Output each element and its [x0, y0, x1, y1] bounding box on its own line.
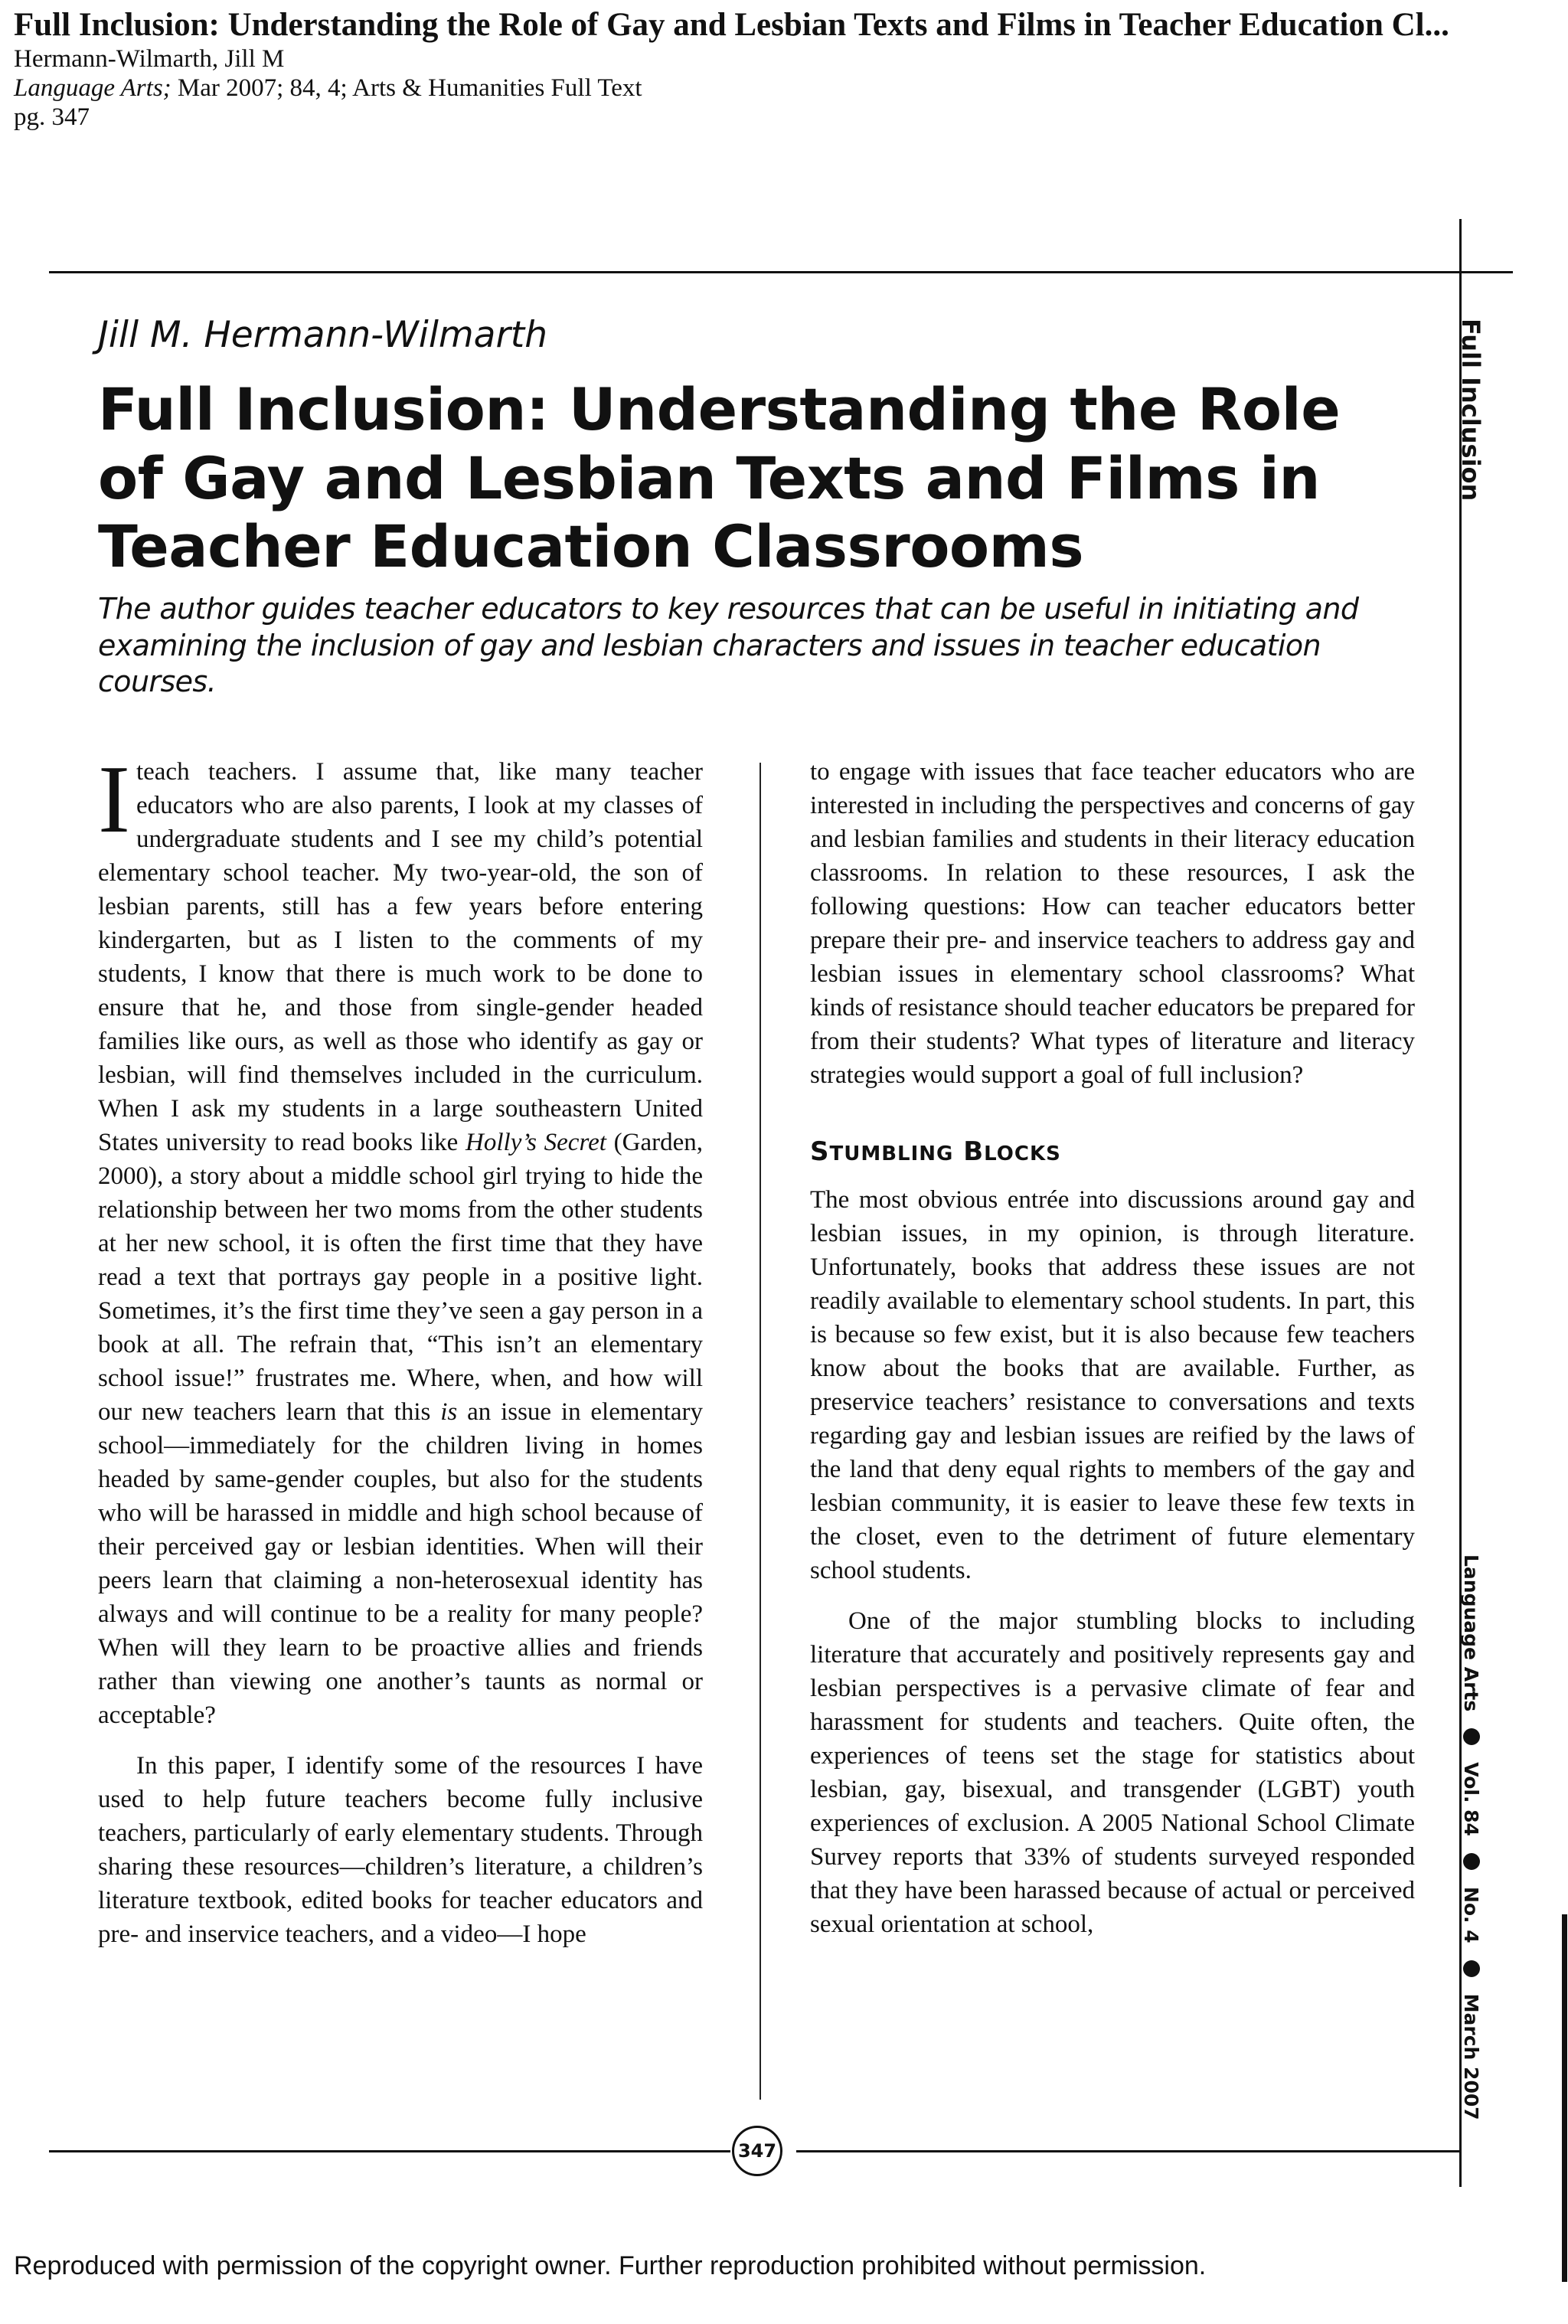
- bottom-rule-right: [796, 2150, 1461, 2152]
- paragraph-3: The most obvious entrée into discussions around gay and lesbian issues, in my opinion, is through literature. Unfortunately, books that address these issues are not readily available to elementary school students. In part, this is because so few exist, but it is also because few teachers know about the books that are available. Further, as preservice teachers’ resistance to conversations and texts regarding gay and lesbian issues are reified by the laws of the land that deny equal rights to members of the gay and lesbian community, it is easier to leave these few texts in the closet, even to the detriment of future elementary school students.: [810, 1186, 1415, 1584]
- citation-details: Mar 2007; 84, 4; Arts & Humanities Full Text: [171, 74, 642, 103]
- citation-title: Full Inclusion: Understanding the Role of Gay and Lesbian Texts and Films in Teacher Education Cl...: [14, 7, 1449, 43]
- drop-cap: I: [98, 747, 130, 853]
- citation-page: pg. 347: [14, 103, 90, 132]
- paragraph-1-text-a: teach teachers. I assume that, like many teacher educators who are also parents, I look at my classes of undergraduate students and I see my child’s potential elementary school teacher. My two-year-old, the son of lesbian parents, still has a few years before entering kindergarten, but as I listen to the comments of my students, I know that there is much work to be done to ensure that he, and those from single-gender headed families like ours, as well as those who identify as gay or lesbian, will find themselves included in the curriculum. When I ask my students in a large southeastern United States university to read books like: [98, 758, 703, 1156]
- bullet-icon: [1463, 1728, 1480, 1745]
- heading-initial: B: [963, 1136, 985, 1167]
- scan-edge: [1562, 1914, 1567, 2282]
- paragraph-1-text-b: (Garden, 2000), a story about a middle school girl trying to hide the relationship between her two moms from the other students at her new school, it is often the first time that they have read a text that portrays gay people in a positive light. Sometimes, it’s the first time they’ve seen a gay person in a book at all. The refrain that, “This isn’t an elementary school issue!” frustrates me. Where, when, and how will our new teachers learn that this: [98, 1129, 704, 1426]
- journal-name: Language Arts: [1460, 1554, 1482, 1712]
- paragraph-2: In this paper, I identify some of the resources I have used to help future teachers become fully inclusive teachers, particularly of early elementary students. Through sharing these resources—children’s literature, a children’s literature textbook, edited books for teacher educators and pre- and inservice teachers, and a video—I hope: [98, 1752, 703, 1948]
- paragraph-1: [98, 747, 704, 1732]
- issue: No. 4: [1460, 1886, 1482, 1943]
- heading-initial: S: [810, 1136, 830, 1167]
- citation-journal: Language Arts;: [14, 74, 172, 103]
- paragraph-4: One of the major stumbling blocks to including literature that accurately and positively represents gay and lesbian perspectives is a pervasive climate of fear and harassment for students and teachers. Quite often, the experiences of teens set the stage for statistics about lesbian, gay, bisexual, and transgender (LGBT) youth experiences of exclusion. A 2005 National School Climate Survey reports that 33% of students surveyed responded that they have been harassed because of actual or perceived sexual orientation at school,: [810, 1607, 1415, 1938]
- issue-date: March 2007: [1460, 1993, 1482, 2120]
- top-rule: [49, 271, 1513, 273]
- article-abstract: The author guides teacher educators to key resources that can be useful in initiating and examining the inclusion of gay and lesbian characters and issues in teacher education courses.: [98, 592, 1359, 698]
- book-title: Holly’s Secret: [466, 1129, 606, 1156]
- paragraph-1-text-c: an issue in elementary school—immediately for the children living in homes headed by same-gender couples, but also for the students who will be harassed in middle and high school because of their perceived gay or lesbian identities. When will their peers learn that claiming a non-heterosexual identity has always and will continue to be a reality for many people? When will they learn to be proactive allies and friends rather than viewing one another’s taunts as normal or acceptable?: [98, 1398, 703, 1729]
- heading-rest: TUMBLING: [829, 1142, 954, 1165]
- bottom-rule-left: [49, 2150, 730, 2152]
- bullet-icon: [1463, 1960, 1480, 1977]
- copyright-footer: Reproduced with permission of the copyright owner. Further reproduction prohibited without permission.: [14, 2251, 1207, 2280]
- column-divider: [760, 763, 761, 2100]
- emphasis: is: [440, 1398, 458, 1426]
- right-column: [810, 755, 1415, 1941]
- page-number: 347: [732, 2126, 782, 2176]
- journal-info-vertical: [1460, 1554, 1482, 2120]
- running-title: Full Inclusion: [1456, 319, 1485, 502]
- paragraph-2-continued: to engage with issues that face teacher educators who are interested in including the perspectives and concerns of gay and lesbian families and students in their literacy education classrooms. In relation to these resources, I ask the following questions: How can teacher educators better prepare their pre- and inservice teachers to address gay and lesbian issues in elementary school classrooms? What kinds of resistance should teacher educators be prepared for from their students? What types of literature and literacy strategies would support a goal of full inclusion?: [810, 758, 1415, 1089]
- citation-source: [14, 74, 1449, 103]
- heading-rest: LOCKS: [984, 1142, 1061, 1165]
- article-title: Full Inclusion: Understanding the Role of Gay and Lesbian Texts and Films in Teacher Education Classrooms: [98, 375, 1341, 581]
- article-author: Jill M. Hermann-Wilmarth: [98, 314, 547, 356]
- citation-author: Hermann-Wilmarth, Jill M: [14, 44, 285, 73]
- bullet-icon: [1463, 1853, 1480, 1870]
- section-heading: [810, 1135, 1415, 1171]
- left-column: [98, 747, 704, 1951]
- citation-header: [14, 6, 1449, 132]
- volume: Vol. 84: [1460, 1762, 1482, 1836]
